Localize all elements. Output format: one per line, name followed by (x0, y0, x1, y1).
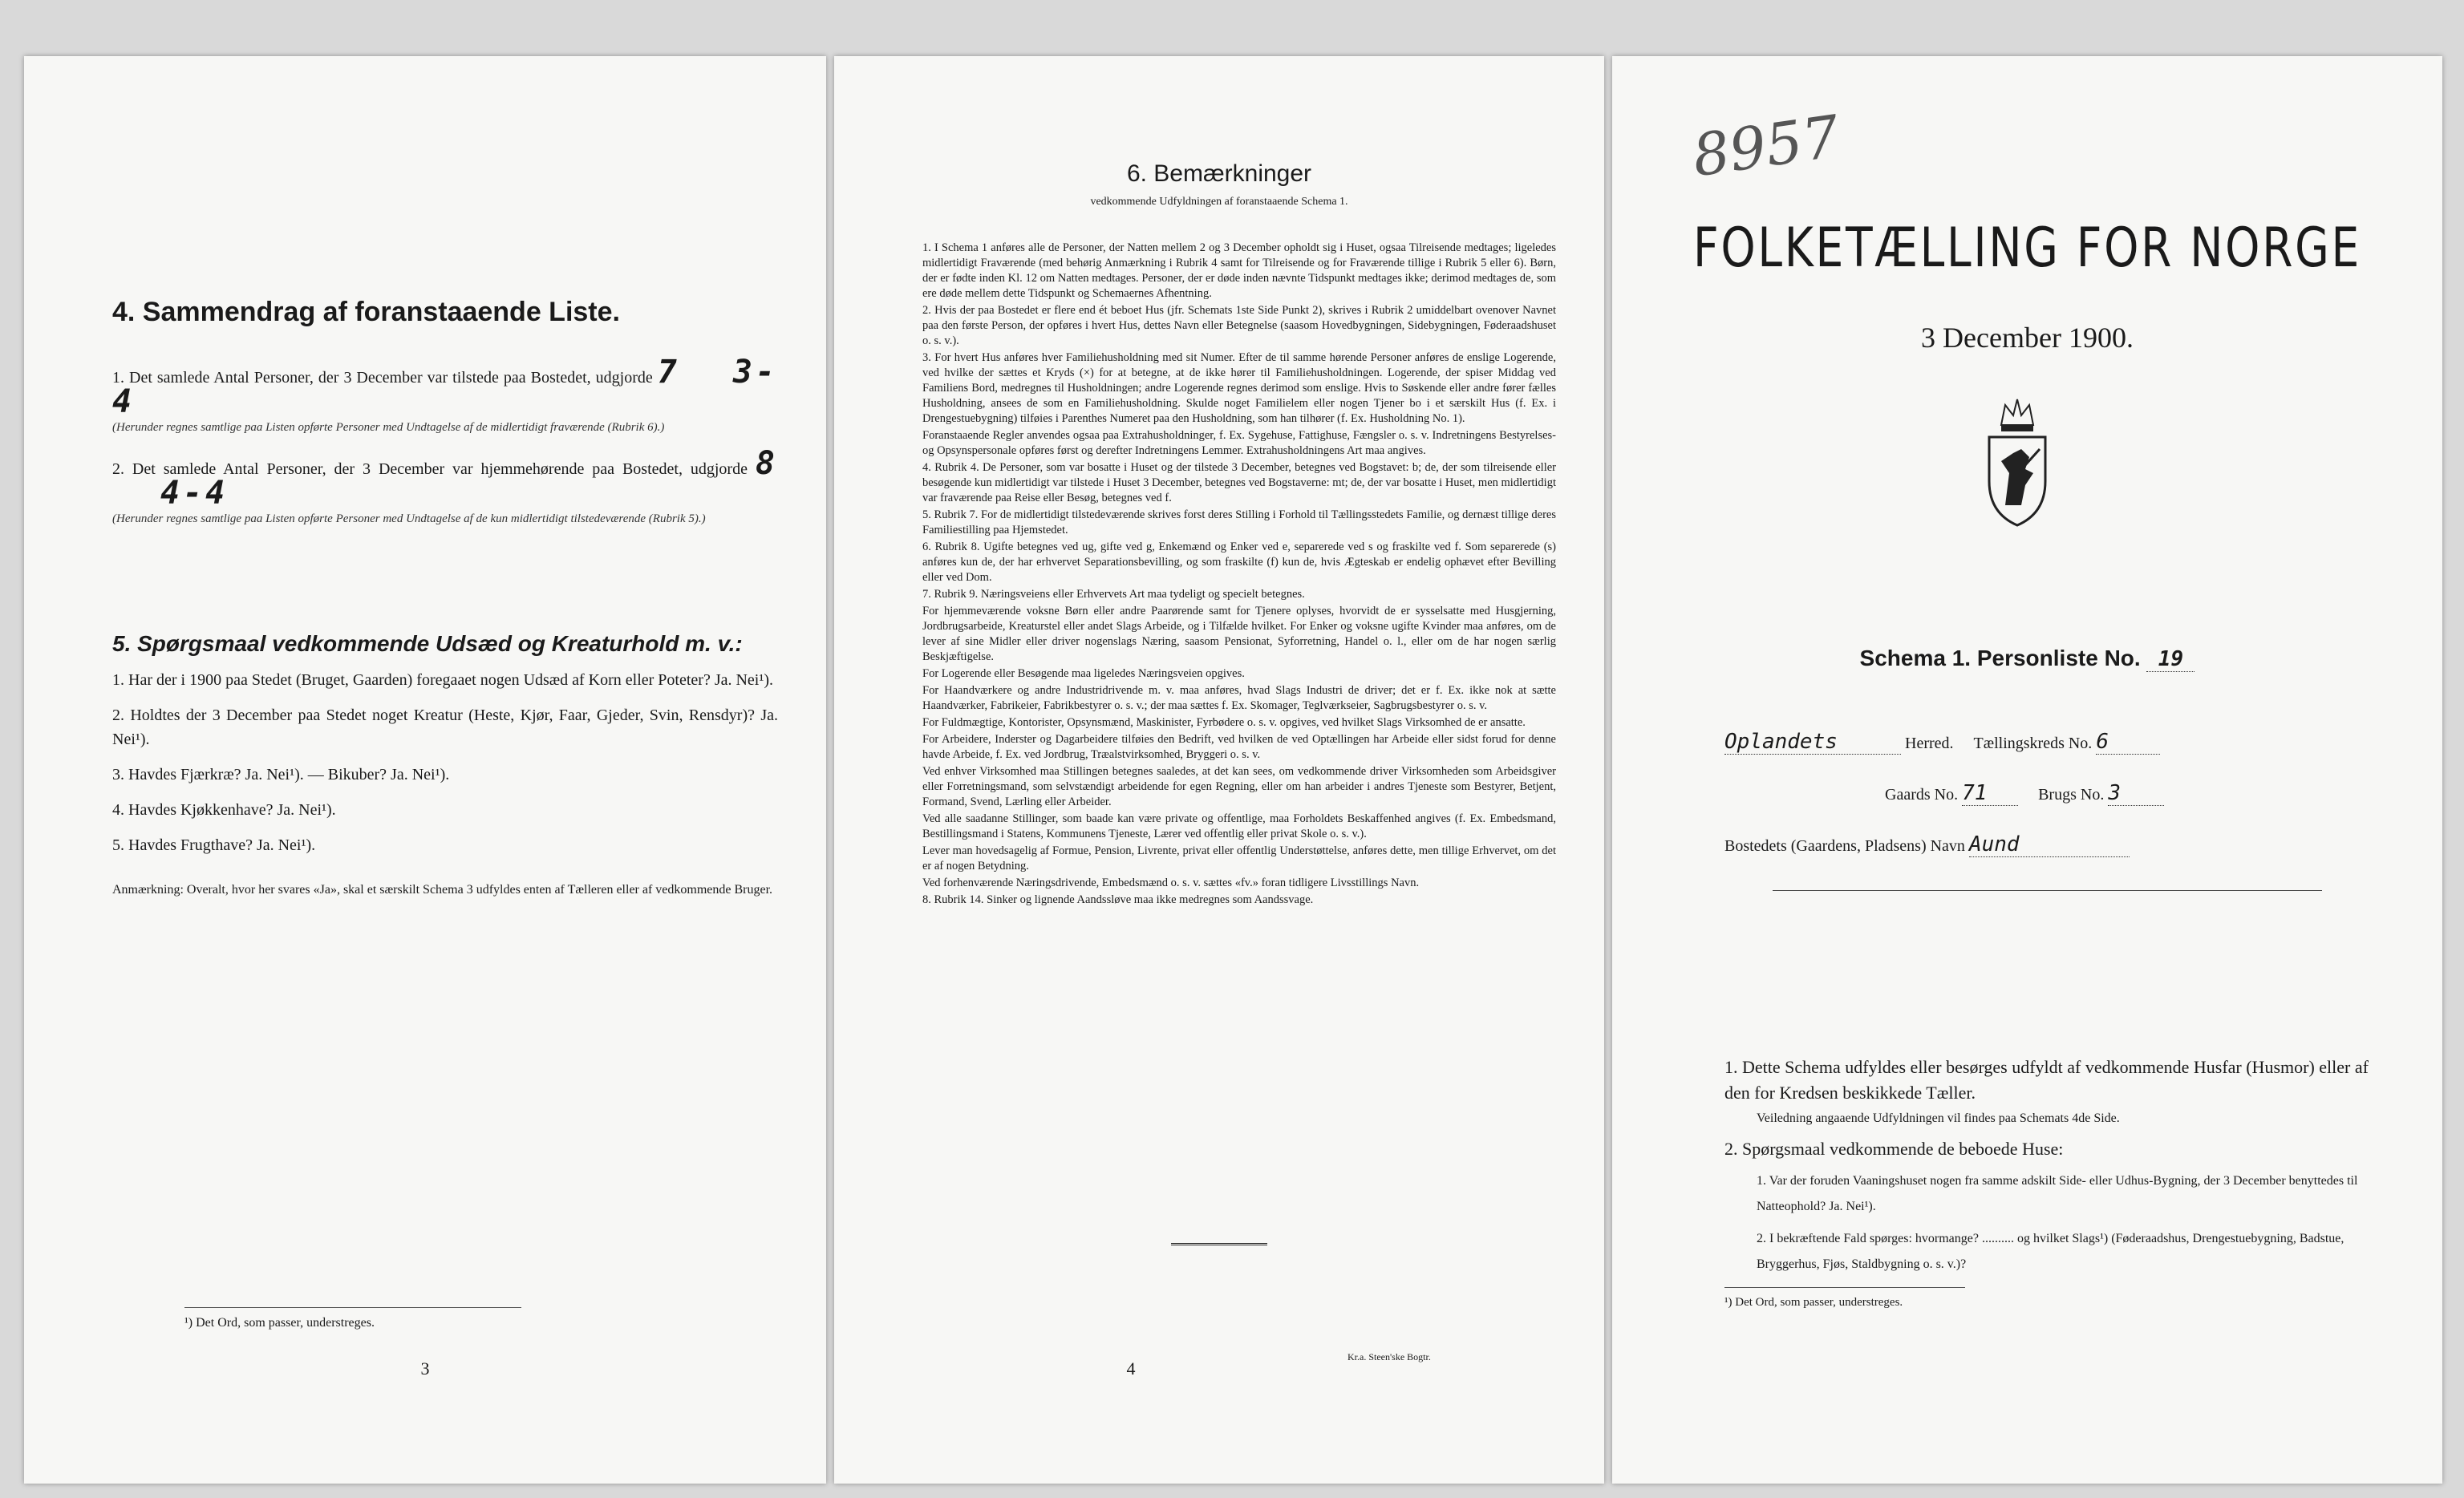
schema-number: 19 (2146, 647, 2194, 672)
herred-value: Oplandets (1724, 730, 1901, 755)
question-4: 4. Havdes Kjøkkenhave? Ja. Nei¹). (112, 801, 336, 819)
remark-paragraph: 7. Rubrik 9. Næringsveiens eller Erhvervets Art maa tydeligt og specielt betegnes. (922, 588, 1305, 601)
remark-paragraph: For Fuldmægtige, Kontorister, Opsynsmænd, Maskinister, Fyrbødere o. s. v. opgives, ved hvilket Slags Virksomhed de er ansatte. (922, 716, 1526, 729)
archive-number-handwritten: 8957 (1688, 102, 1844, 190)
summary-item-2 (112, 445, 778, 527)
kreds-label: Tællingskreds No. (1973, 735, 2093, 752)
location-fields (1724, 730, 2370, 891)
summary-item-1-note: (Herunder regnes samtlige paa Listen opførte Personer med Undtagelse af de midlertidigt fraværende (Rubrik 6).) (112, 421, 665, 434)
page-number: 3 (420, 1358, 430, 1379)
instruction-1-note: Veiledning angaaende Udfyldningen vil findes paa Schemats 4de Side. (1757, 1111, 2120, 1125)
remark-paragraph: Lever man hovedsagelig af Formue, Pension, Livrente, privat eller offentlig Understøttelse, anføres dette, men tillige Erhvervet, om det er af nogen Betydning. (922, 844, 1556, 872)
summary-item-1-handwritten: 3-4 (112, 354, 778, 420)
remark-paragraph: Ved forhenværende Næringsdrivende, Embedsmænd o. s. v. sættes «fv.» foran tidligere Livsstillings Navn. (922, 877, 1420, 889)
remarks-body (922, 241, 1556, 909)
bosted-value: Aund (1969, 832, 2130, 857)
brugs-label: Brugs No. (2038, 786, 2105, 804)
remark-paragraph: 3. For hvert Hus anføres hver Familiehusholdning med sit Numer. Efter de til samme hørende Personer anføres de enslige Logerende, ved hvilke der sættes et Kryds (×) for at betegne, at de ikke hører til Familiehusholdningen. Logerende, der spiser Middag ved Familiens Bord, medregnes til Husholdningen; andre Logerende regnes derimod som enslige. Hvis to Søskende eller andre fører fælles Husholdning, ansees de som en Familiehusholdning. Skulde noget Familielem eller nogen Tjener bo i et særskilt Hus (f. Ex. i Drengestuebygning) tilføies i Parenthes Numeret paa den Husholdning, som han tilhører (f. Ex. Husholdning No. 1). (922, 351, 1556, 425)
remark-paragraph: Ved alle saadanne Stillinger, som baade kan være private og offentlige, maa Forholdets Beskaffenhed angives (f. Ex. Embedsmand, Bestillingsmand i Statens, Kommunens Tjeneste, Lærer ved offentlig eller privat Skole o. s. v.). (922, 812, 1556, 840)
bosted-label: Bostedets (Gaardens, Pladsens) Navn (1724, 837, 1965, 855)
remark-paragraph: For hjemmeværende voksne Børn eller andre Paarørende samt for Tjenere oplyses, hvorvidt de er sysselsatte med Husgjerning, Jordbrugsarbeide, Kreaturstel eller andet Slags Arbeide, og i Tilfælde hvilket. For Enker og voksne ugifte Kvinder maa anføres, om de lever af sine Midler eller driver nogenslags Næring, saasom Pensionat, Syforretning, Handel o. l., eller om de har nogen særlig Beskjæftigelse. (922, 605, 1556, 663)
remark: Anmærkning: Overalt, hvor her svares «Ja», skal et særskilt Schema 3 udfyldes enten af Tælleren eller af vedkommende Bruger. (112, 883, 773, 897)
gaards-value: 71 (1962, 781, 2018, 806)
remarks-subtitle: vedkommende Udfyldningen af foranstaaende Schema 1. (1090, 196, 1348, 208)
summary-item-2-handwritten: 4-4 (160, 475, 229, 512)
footnote: ¹) Det Ord, som passer, understreges. (184, 1307, 521, 1330)
instruction-2-2: 2. I bekræftende Fald spørges: hvormange? .......... og hvilket Slags¹) (Føderaadshus, Drengestuebygning, Badstue, Bryggerhus, Fjøs, Staldbygning o. s. v.)? (1757, 1232, 2344, 1271)
remark-paragraph: Ved enhver Virksomhed maa Stillingen betegnes saaledes, at det kan sees, om vedkommende driver Virksomheden som Arbeidsgiver eller Forretningsmand, som selvstændigt arbeidende for egen Regning, eller om han arbeider i andres Tjeneste som Bestyrer, Betjent, Formand, Svend, Lærling eller Arbeider. (922, 765, 1556, 808)
remark-paragraph: 6. Rubrik 8. Ugifte betegnes ved ug, gifte ved g, Enkemænd og Enker ved e, separerede ved s og fraskilte ved f. Som separerede (s) anføres kun de, der har erhvervet Separationsbevilling, og som fraskilte (f) kun de, hvis Ægteskab er endelig ophævet efter Bevilling eller ved Dom. (922, 540, 1556, 584)
remark-paragraph: 1. I Schema 1 anføres alle de Personer, der Natten mellem 2 og 3 December opholdt sig i Huset, ogsaa Tilreisende medtages; ligeledes midlertidigt Fraværende (med behørig Anmærkning i Rubrik 4 samt for Tilreisende og for Fraværende tillige i Rubrik 5 eller 6). Børn, der er fødte inden Kl. 12 om Natten medtages. Personer, der er døde inden nævnte Tidspunkt medtages ikke; derimod medtages de, som ere døde mellem dette Tidspunkt og Schemaernes Afhentning. (922, 241, 1556, 300)
cover-page (1612, 56, 2442, 1484)
remarks-header (834, 160, 1604, 209)
question-2: 2. Holdtes der 3 December paa Stedet noget Kreatur (Heste, Kjør, Faar, Gjeder, Svin, Rensdyr)? Ja. Nei¹). (112, 706, 778, 748)
census-date: 3 December 1900. (1921, 322, 2134, 354)
schema-label: Schema 1. Personliste No. (1859, 646, 2141, 670)
instruction-2: 2. Spørgsmaal vedkommende de beboede Huse: (1724, 1139, 2064, 1159)
question-list (112, 668, 778, 857)
summary-item-1-value: 7 (657, 354, 680, 391)
remark-paragraph: For Haandværkere og andre Industridrivende m. v. maa anføres, hvad Slags Industri de driver; det er f. Ex. ikke nok at sætte Haandværker, Fabrikeier, Fabrikbestyrer o. s. v.; der maa sættes f. Ex. Skomager, Teglværkseier, Sagbrugsbestyrer o. s. v. (922, 684, 1556, 712)
question-1: 1. Har der i 1900 paa Stedet (Bruget, Gaarden) foregaaet nogen Udsæd af Korn eller Poteter? Ja. Nei¹). (112, 671, 774, 689)
page-4 (834, 56, 1604, 1484)
page-number: 4 (1126, 1358, 1136, 1379)
remarks-title: 6. Bemærkninger (1126, 160, 1312, 187)
summary-item-1 (112, 354, 778, 435)
remark-paragraph: 2. Hvis der paa Bostedet er flere end ét beboet Hus (jfr. Schemats 1ste Side Punkt 2), skrives i Rubrik 2 umiddelbart ovenover Navnet paa den første Person, der opføres i hvert Hus, dettes Navn eller Betegnelse (saasom Hovedbygningen, Sidebygningen, Føderaadshuset o. s. v.). (922, 304, 1556, 347)
kreds-value: 6 (2096, 730, 2160, 755)
herred-row (1724, 730, 2370, 755)
schema-heading (1612, 646, 2442, 672)
coat-of-arms-icon (1977, 393, 2057, 529)
remark-paragraph: 8. Rubrik 14. Sinker og lignende Aandssløve maa ikke medregnes som Aandssvage. (922, 893, 1314, 906)
summary-item-2-value: 8 (755, 445, 778, 482)
divider-rule (1171, 1243, 1267, 1245)
gaards-row (1724, 781, 2370, 807)
remark-paragraph: 4. Rubrik 4. De Personer, som var bosatte i Huset og der tilstede 3 December, betegnes ved Bogstavet: b; de, der som tilreisende eller besøgende kun midlertidigt var tilstede i Huset 3 December, betegnes ved Bogstaverne: mt; de, der var bosatte i Huset, men midlertidigt var fraværende paa Reise eller Besøg, betegnes ved f. (922, 461, 1556, 504)
instructions-list (1724, 1055, 2370, 1277)
section-4-title: 4. Sammendrag af foranstaaende Liste. (112, 297, 620, 327)
summary-item-1-text: 1. Det samlede Antal Personer, der 3 December var tilstede paa Bostedet, udgjorde (112, 369, 653, 387)
separator-rule (1773, 890, 2322, 891)
summary-item-2-text: 2. Det samlede Antal Personer, der 3 December var hjemmehørende paa Bostedet, udgjorde (112, 460, 748, 478)
brugs-value: 3 (2108, 781, 2164, 806)
bosted-row (1724, 832, 2370, 858)
remark-paragraph: For Logerende eller Besøgende maa ligeledes Næringsveien opgives. (922, 667, 1245, 680)
gaards-label: Gaards No. (1885, 786, 1959, 804)
page-3 (24, 56, 826, 1484)
census-title: FOLKETÆLLING FOR NORGE (1692, 217, 2362, 280)
instruction-2-1: 1. Var der foruden Vaaningshuset nogen fra samme adskilt Side- eller Udhus-Bygning, der 3 December benyttedes til Natteophold? Ja. Nei¹). (1757, 1174, 2358, 1213)
question-3: 3. Havdes Fjærkræ? Ja. Nei¹). — Bikuber? Ja. Nei¹). (112, 766, 450, 783)
herred-label: Herred. (1905, 735, 1954, 752)
instruction-1: 1. Dette Schema udfyldes eller besørges udfyldt af vedkommende Husfar (Husmor) eller af den for Kredsen beskikkede Tæller. (1724, 1057, 2369, 1103)
summary-item-2-note: (Herunder regnes samtlige paa Listen opførte Personer med Undtagelse af de kun midlertidigt tilstedeværende (Rubrik 5).) (112, 512, 706, 525)
section-5-title: 5. Spørgsmaal vedkommende Udsæd og Kreaturhold m. v.: (112, 631, 743, 656)
remark-paragraph: Foranstaaende Regler anvendes ogsaa paa Extrahusholdninger, f. Ex. Sygehuse, Fattighuse, Fængsler o. s. v. Indretningens Bestyrelses- og Opsynspersonale opføres først og derefter Indretningens Lemmer. Extrahusholdningens Art maa angives. (922, 429, 1556, 457)
question-5: 5. Havdes Frugthave? Ja. Nei¹). (112, 836, 316, 854)
remark-paragraph: For Arbeidere, Inderster og Dagarbeidere tilføies den Bedrift, ved hvilken de ved Optællingen har Arbeide eller sidst forud for denne havde Arbeide, f. Ex. ved Jordbrug, Træalstvirksomhed, Bryggeri o. s. v. (922, 733, 1556, 761)
footnote: ¹) Det Ord, som passer, understreges. (1724, 1287, 1965, 1310)
printer-credit: Kr.a. Steen'ske Bogtr. (1348, 1351, 1431, 1362)
remark-paragraph: 5. Rubrik 7. For de midlertidigt tilstedeværende skrives forst deres Stilling i Forhold til Tællingsstedets Familie, og dernæst tillige deres Familiestilling paa Hjemstedet. (922, 508, 1556, 536)
